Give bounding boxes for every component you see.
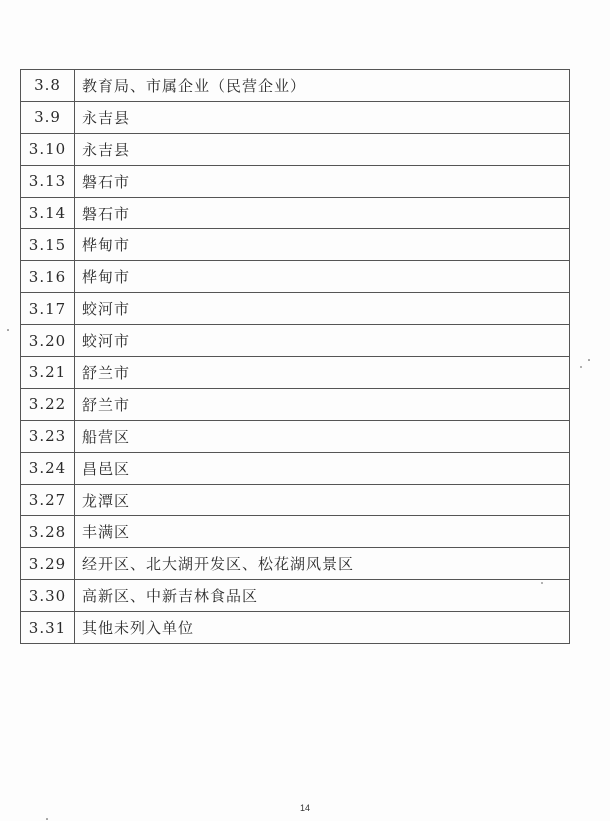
table-row [21, 388, 570, 420]
unit-name-cell: 桦甸市 [75, 261, 570, 293]
table-row [21, 484, 570, 516]
unit-name-cell: 其他未列入单位 [75, 612, 570, 644]
row-number-cell: 3.10 [21, 133, 75, 165]
unit-name-cell: 高新区、中新吉林食品区 [75, 580, 570, 612]
row-number-cell: 3.17 [21, 293, 75, 325]
row-number-cell: 3.15 [21, 229, 75, 261]
table-row [21, 197, 570, 229]
table-row [21, 229, 570, 261]
row-number-cell: 3.22 [21, 388, 75, 420]
scan-speck [46, 818, 48, 820]
row-number-cell: 3.23 [21, 420, 75, 452]
unit-name-cell: 舒兰市 [75, 388, 570, 420]
scan-speck [588, 359, 590, 361]
table-row [21, 516, 570, 548]
row-number-cell: 3.20 [21, 325, 75, 357]
unit-name-cell: 丰满区 [75, 516, 570, 548]
row-number-cell: 3.21 [21, 357, 75, 389]
table-row [21, 580, 570, 612]
scan-speck [7, 329, 9, 331]
row-number-cell: 3.30 [21, 580, 75, 612]
scan-speck [580, 366, 582, 368]
table-row [21, 70, 570, 102]
table-row [21, 548, 570, 580]
row-number-cell: 3.29 [21, 548, 75, 580]
row-number-cell: 3.28 [21, 516, 75, 548]
table-row [21, 420, 570, 452]
table-row [21, 357, 570, 389]
table-row [21, 612, 570, 644]
row-number-cell: 3.31 [21, 612, 75, 644]
unit-name-cell: 蛟河市 [75, 325, 570, 357]
row-number-cell: 3.13 [21, 165, 75, 197]
unit-name-cell: 永吉县 [75, 101, 570, 133]
table-row [21, 133, 570, 165]
unit-name-cell: 桦甸市 [75, 229, 570, 261]
table-row [21, 325, 570, 357]
table-row [21, 452, 570, 484]
unit-name-cell: 船营区 [75, 420, 570, 452]
row-number-cell: 3.24 [21, 452, 75, 484]
unit-name-cell: 蛟河市 [75, 293, 570, 325]
unit-name-cell: 永吉县 [75, 133, 570, 165]
table-row [21, 261, 570, 293]
unit-name-cell: 教育局、市属企业（民营企业） [75, 70, 570, 102]
row-number-cell: 3.14 [21, 197, 75, 229]
row-number-cell: 3.27 [21, 484, 75, 516]
unit-name-cell: 磐石市 [75, 197, 570, 229]
unit-name-cell: 龙潭区 [75, 484, 570, 516]
unit-name-cell: 昌邑区 [75, 452, 570, 484]
row-number-cell: 3.9 [21, 101, 75, 133]
row-number-cell: 3.16 [21, 261, 75, 293]
unit-name-cell: 经开区、北大湖开发区、松花湖风景区 [75, 548, 570, 580]
table-body [21, 70, 570, 644]
row-number-cell: 3.8 [21, 70, 75, 102]
table-row [21, 101, 570, 133]
table-row [21, 293, 570, 325]
table-row [21, 165, 570, 197]
schedule-table [20, 69, 570, 644]
unit-name-cell: 舒兰市 [75, 357, 570, 389]
scan-speck [541, 582, 543, 584]
unit-name-cell: 磐石市 [75, 165, 570, 197]
page-number: 14 [299, 803, 310, 813]
